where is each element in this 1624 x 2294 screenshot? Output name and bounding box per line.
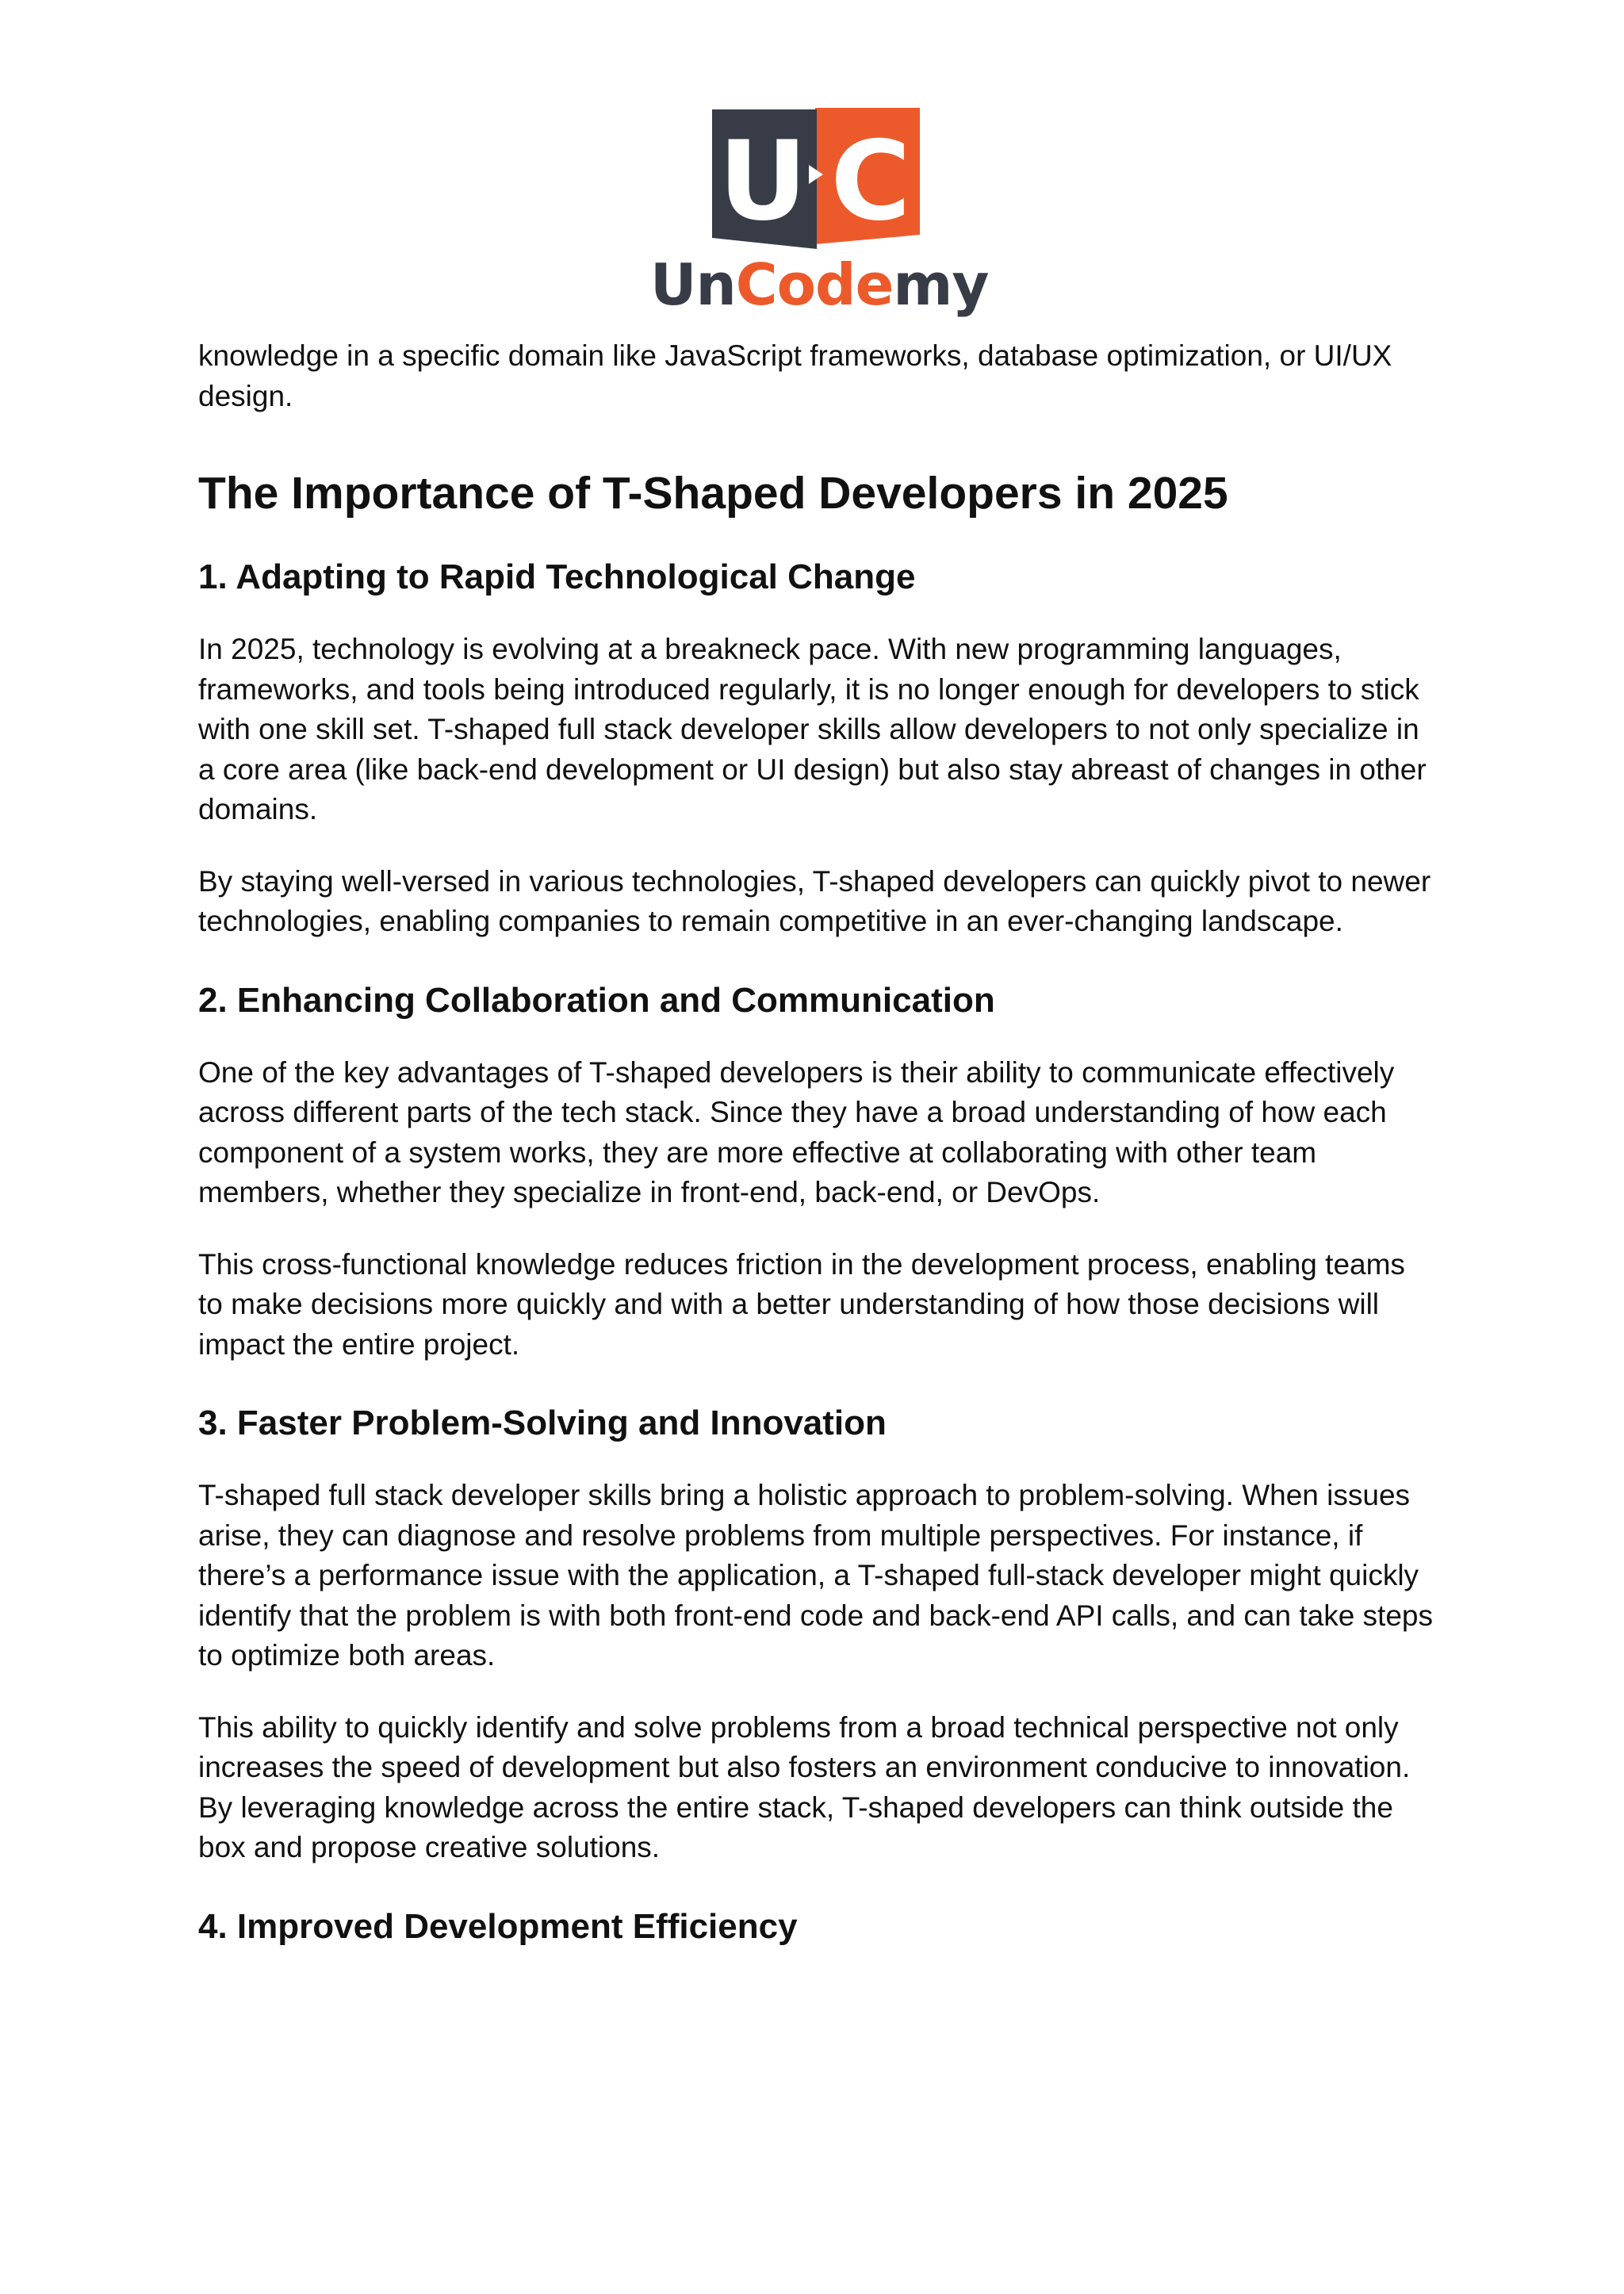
document-body	[198, 336, 1435, 1949]
section-problem-solving-paragraph-1: T-shaped full stack developer skills bring a holistic approach to problem-solving. When issues arise, they can diagnose and resolve problems from multiple perspectives. For instance, if there’s a performance issue with the application, a T-shaped full-stack developer might quickly identify that the problem is with both front-end code and back-end API calls, and can take steps to optimize both areas.	[198, 1479, 1433, 1672]
section-collaboration-paragraph-2: This cross-functional knowledge reduces friction in the development process, enabling teams to make decisions more quickly and with a better understanding of how those decisions will impact the entire project.	[198, 1247, 1405, 1361]
wordmark-part-code: Code	[735, 251, 894, 318]
section-heading-adapting: 1. Adapting to Rapid Technological Change	[198, 557, 916, 596]
section-adapting-paragraph-2: By staying well-versed in various technologies, T-shaped developers can quickly pivot to newer technologies, enabling companies to remain competitive in an ever-changing landscape.	[198, 864, 1431, 937]
wordmark-part-un: Un	[650, 251, 736, 318]
main-heading: The Importance of T-Shaped Developers in 2025	[198, 468, 1228, 519]
section-adapting-paragraph-1: In 2025, technology is evolving at a breakneck pace. With new programming languages, frameworks, and tools being introduced regularly, it is no longer enough for developers to stick with one skill set. T-shaped full stack developer skills allow developers to not only specialize in a core area (like back-end development or UI design) but also stay abreast of changes in other domains.	[198, 633, 1427, 825]
section-heading-problem-solving: 3. Faster Problem-Solving and Innovation	[198, 1404, 887, 1442]
logo-mark-letter-u: U	[718, 117, 808, 245]
section-heading-efficiency: 4. Improved Development Efficiency	[198, 1906, 798, 1946]
intro-paragraph: knowledge in a specific domain like JavaScript frameworks, database optimization, or UI/UX design.	[198, 339, 1392, 412]
uncodemy-logo-mark	[712, 108, 920, 249]
uncodemy-logo	[650, 105, 989, 327]
section-collaboration-paragraph-1: One of the key advantages of T-shaped developers is their ability to communicate effectively across different parts of the tech stack. Since they have a broad understanding of how each component of a system works, they are more effective at collaborating with other team members, whether they specialize in front-end, back-end, or DevOps.	[198, 1055, 1395, 1208]
section-problem-solving-paragraph-2: This ability to quickly identify and solve problems from a broad technical perspective not only increases the speed of development but also fosters an environment conducive to innovation. By leveraging knowledge across the entire stack, T-shaped developers can think outside the box and propose creative solutions.	[198, 1710, 1411, 1863]
logo-mark-letter-c: C	[830, 117, 911, 245]
section-heading-collaboration: 2. Enhancing Collaboration and Communication	[198, 980, 995, 1020]
wordmark-part-my: my	[893, 251, 989, 318]
logo-wordmark	[650, 249, 989, 320]
